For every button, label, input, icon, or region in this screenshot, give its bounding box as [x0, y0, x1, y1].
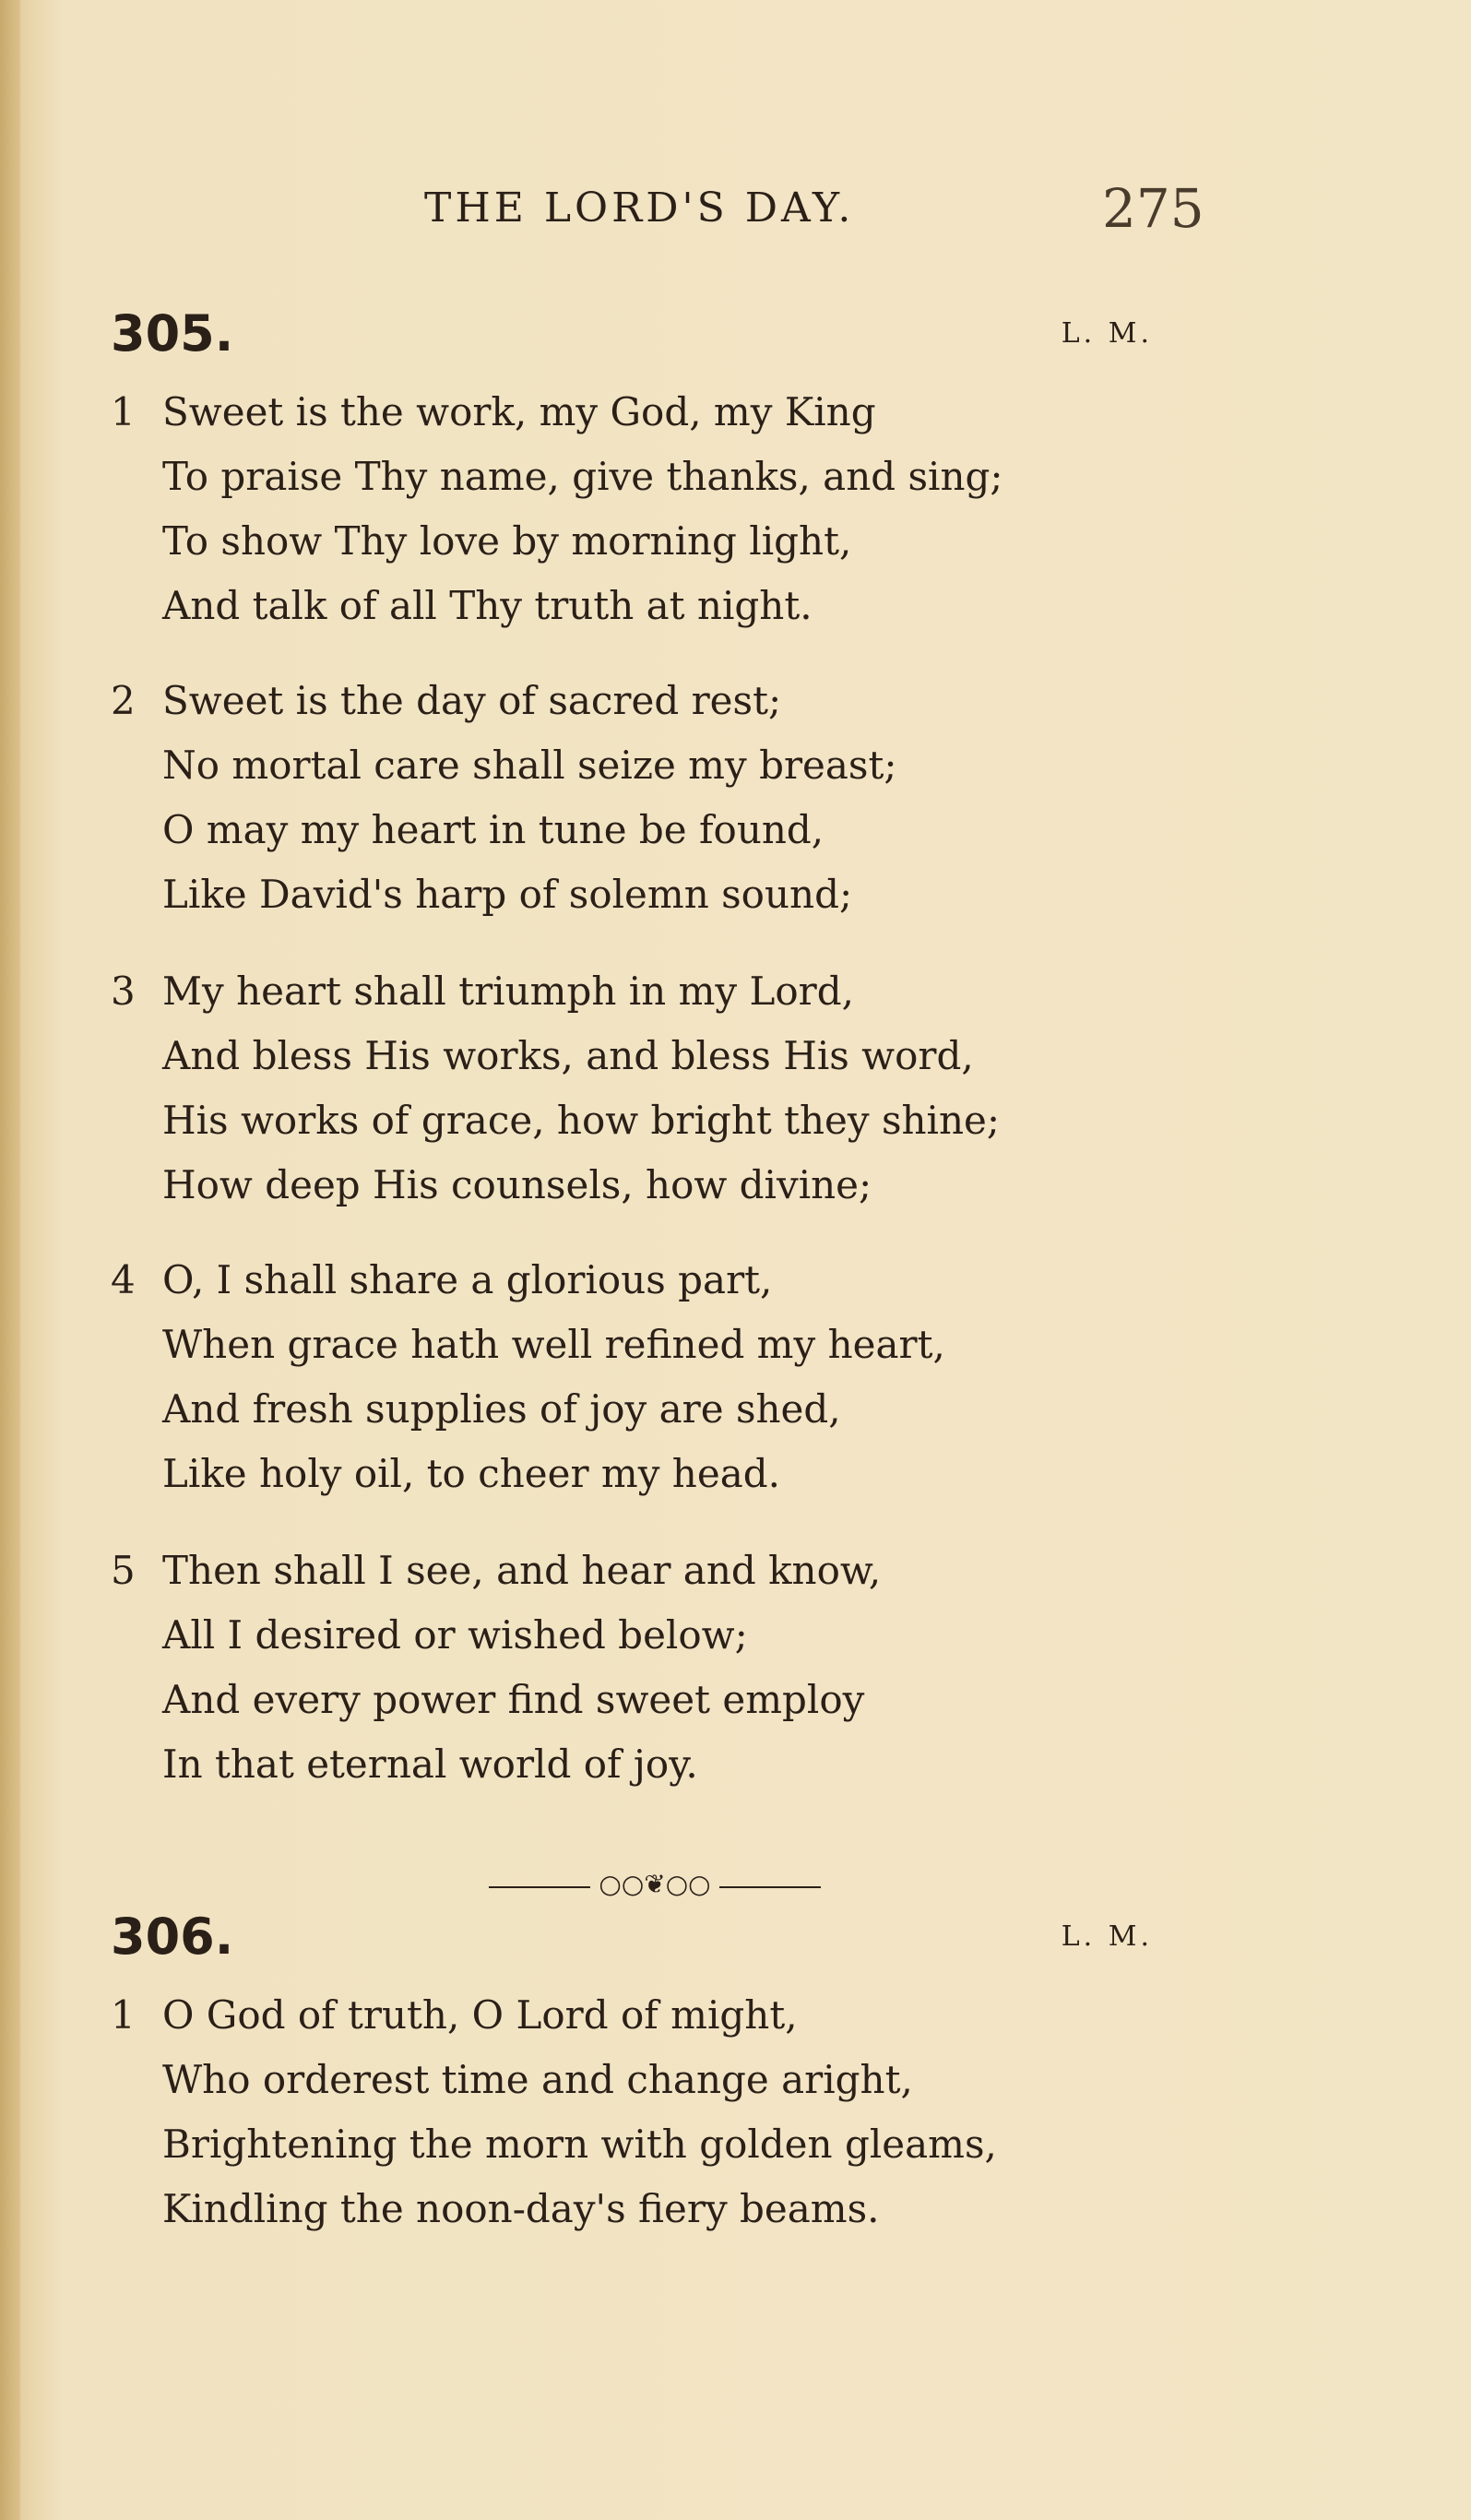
running-head: [0, 177, 1471, 240]
line-text: Who orderest time and change aright,: [162, 2057, 913, 2102]
line-text: Then shall I see, and hear and know,: [162, 1548, 882, 1593]
line-text: How deep His counsels, how divine;: [162, 1162, 872, 1207]
stanza-line: [111, 1539, 1180, 1603]
line-text: O, I shall share a glorious part,: [162, 1257, 773, 1302]
running-title: THE LORD'S DAY.: [424, 184, 855, 232]
line-text: And talk of all Thy truth at night.: [162, 583, 813, 628]
line-text: No mortal care shall seize my breast;: [162, 743, 897, 788]
stanza-line: [111, 1153, 1180, 1218]
line-text: And fresh supplies of joy are shed,: [162, 1386, 841, 1432]
stanza-line: [111, 733, 1180, 798]
stanza-line: [111, 1668, 1180, 1732]
line-text: To praise Thy name, give thanks, and sing;: [162, 454, 1003, 499]
stanza-305-4: [111, 1248, 1180, 1506]
stanza-line: [111, 1024, 1180, 1088]
line-text: Kindling the noon-day's fiery beams.: [162, 2186, 880, 2231]
stanza-305-3: [111, 959, 1180, 1218]
binding-edge: [0, 0, 20, 2520]
divider-rule-right: [719, 1886, 821, 1888]
stanza-line: [111, 1313, 1180, 1377]
page-number: 275: [1102, 177, 1204, 240]
line-text: When grace hath well refined my heart,: [162, 1322, 945, 1367]
hymn-number: 306.: [111, 1908, 234, 1966]
line-text: My heart shall triumph in my Lord,: [162, 969, 854, 1014]
line-text: O God of truth, O Lord of might,: [162, 1992, 798, 2038]
stanza-305-2: [111, 669, 1180, 927]
stanza-line: [111, 959, 1180, 1024]
divider-rule-left: [489, 1886, 590, 1888]
stanza-line: [111, 1088, 1180, 1153]
line-text: Brightening the morn with golden gleams,: [162, 2122, 997, 2167]
stanza-line: [111, 1603, 1180, 1668]
stanza-line: [111, 1732, 1180, 1797]
hymn-meter: L. M.: [1061, 317, 1153, 350]
stanza-line: [111, 509, 1180, 574]
line-text: Sweet is the day of sacred rest;: [162, 678, 782, 723]
line-text: And bless His works, and bless His word,: [162, 1033, 974, 1078]
stanza-line: [111, 1377, 1180, 1442]
verse-number: 2: [111, 678, 136, 723]
line-text: And every power find sweet employ: [162, 1677, 865, 1722]
stanza-line: [111, 2177, 1180, 2241]
stanza-306-1: [111, 1983, 1180, 2241]
line-text: His works of grace, how bright they shine;: [162, 1098, 1001, 1143]
line-text: Like David's harp of solemn sound;: [162, 872, 853, 917]
hymn-number: 305.: [111, 304, 234, 363]
fleuron-ornament: ○○❦○○: [599, 1869, 711, 1899]
line-text: O may my heart in tune be found,: [162, 807, 824, 852]
stanza-305-1: [111, 380, 1180, 638]
line-text: All I desired or wished below;: [162, 1612, 748, 1658]
line-text: In that eternal world of joy.: [162, 1741, 698, 1787]
section-divider: [489, 1869, 821, 1899]
hymn-header-306: [111, 1908, 1153, 1972]
hymn-meter: L. M.: [1061, 1920, 1153, 1953]
verse-number: 4: [111, 1257, 136, 1302]
verse-number: 5: [111, 1548, 136, 1593]
verse-number: 1: [111, 1992, 136, 2038]
verse-number: 1: [111, 389, 136, 434]
stanza-line: [111, 380, 1180, 445]
verse-number: 3: [111, 969, 136, 1014]
line-text: To show Thy love by morning light,: [162, 518, 852, 564]
stanza-line: [111, 1248, 1180, 1313]
stanza-line: [111, 669, 1180, 733]
stanza-line: [111, 1442, 1180, 1506]
stanza-line: [111, 798, 1180, 862]
stanza-line: [111, 1983, 1180, 2048]
line-text: Sweet is the work, my God, my King: [162, 389, 876, 434]
stanza-line: [111, 445, 1180, 509]
hymn-header-305: [111, 304, 1153, 369]
stanza-line: [111, 2048, 1180, 2112]
stanza-305-5: [111, 1539, 1180, 1797]
stanza-line: [111, 2112, 1180, 2177]
stanza-line: [111, 574, 1180, 638]
stanza-line: [111, 862, 1180, 927]
line-text: Like holy oil, to cheer my head.: [162, 1451, 780, 1496]
